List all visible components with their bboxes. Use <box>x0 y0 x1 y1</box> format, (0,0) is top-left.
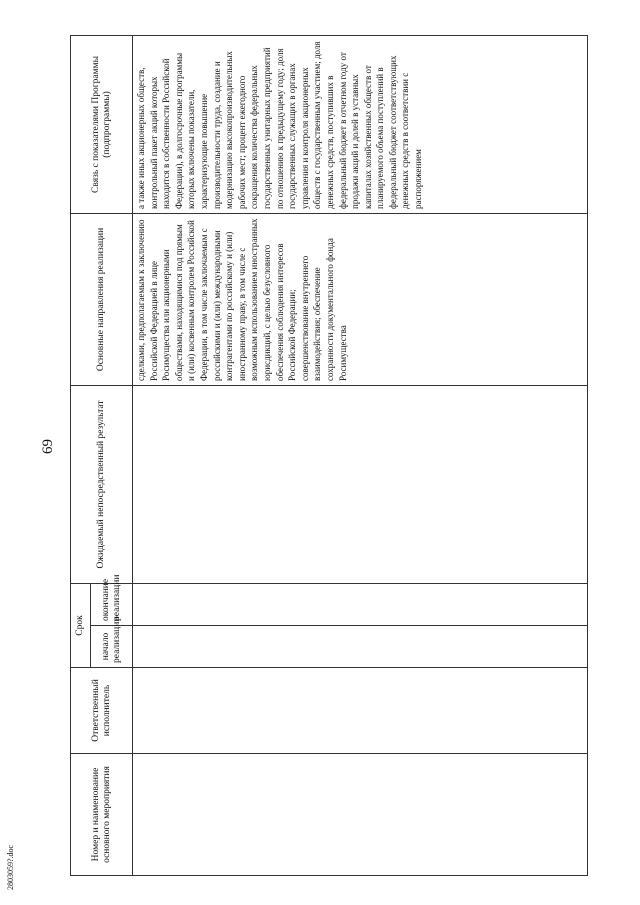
cell-measure <box>133 754 588 876</box>
header-term-start: начало реализации <box>91 626 133 668</box>
header-term: Срок <box>71 583 91 667</box>
document-code: 2803059?.doc <box>6 844 15 890</box>
header-main-directions: Основные направления реализации <box>71 213 133 385</box>
cell-program-link: а также иных акционерных обществ, контрольный пакет акций которых находится в собственности Российской Федерации), в долгосрочные программы которых включены показатели, характеризующие повышение производительности труда, создание и модернизацию высокопроизводительных рабочих мест; процент ежегодного сокращения количества федеральных государственных унитарных предприятий по отношению к предыдущему году; доля государственных служащих в органах управления и контроля акционерных обществ с государственным участием; доля денежных средств, поступивших в федеральный бюджет в отчетном году от продажи акций и долей в уставных капиталах хозяйственных обществ от планируемого объема поступлений в федеральный бюджет соответствующих денежных средств в соответствии с распоряжением <box>133 35 588 213</box>
rotated-sheet <box>70 36 588 876</box>
header-expected-result: Ожидаемый непосредственный результат <box>71 385 133 583</box>
header-term-end: окончание реализации <box>91 583 133 625</box>
cell-term-start <box>133 626 588 668</box>
table-row <box>133 35 588 875</box>
cell-term-end <box>133 583 588 625</box>
cell-executor <box>133 668 588 754</box>
cell-main-directions: сделками, предполагаемым к заключению Российской Федерацией в лице Росимущества или акционерными обществами, находящимися под прямым и (или) косвенным контролем Российской Федерации, в том числе заключаемым с российскими и (или) международными контрагентами по российскому и (или) иностранному праву, в том числе с возможным использованием иностранных юрисдикций, с целью безусловного обеспечения соблюдения интересов Российской Федерации; совершенствование внутреннего взаимодействия; обеспечение сохранности документального фонда Росимущества <box>133 213 588 385</box>
header-executor: Ответственный исполнитель <box>71 668 133 754</box>
cell-expected-result <box>133 385 588 583</box>
measures-table <box>70 35 588 876</box>
page-number: 69 <box>40 439 56 454</box>
header-program-link: Связь с показателями Программы (подпрограммы) <box>71 35 133 213</box>
header-measure: Номер и наименование основного мероприятия <box>71 754 133 876</box>
